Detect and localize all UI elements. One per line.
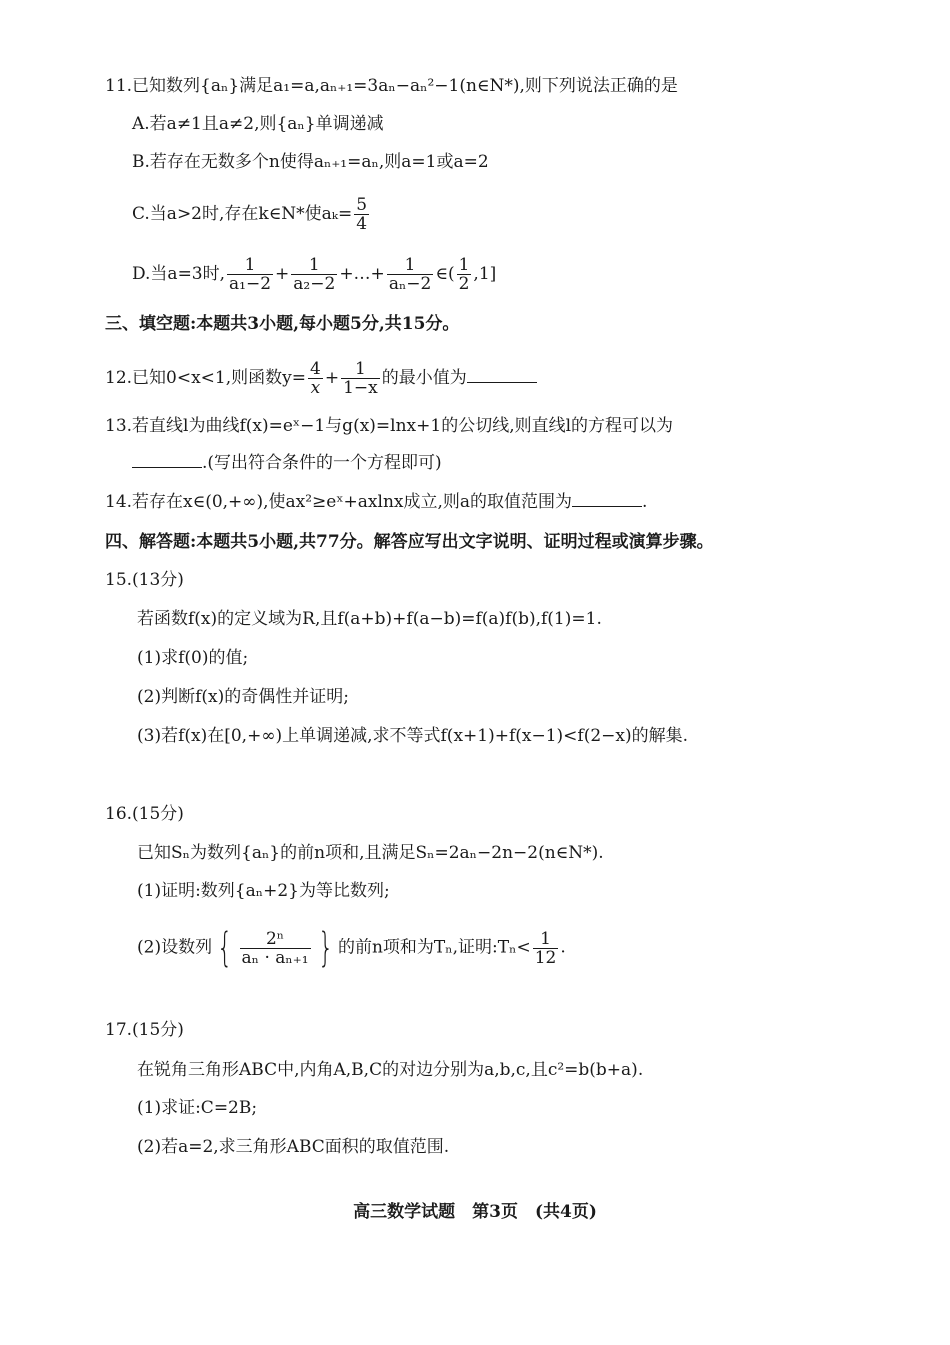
q11-option-d-text: D.当a=3时,: [132, 264, 226, 284]
q17-part-1: (1)求证:C=2B;: [137, 1098, 258, 1118]
fraction: [533, 930, 559, 967]
q17-stem: 在锐角三角形ABC中,内角A,B,C的对边分别为a,b,c,且c²=b(b+a).: [137, 1060, 644, 1080]
q15-header: 15.(13分): [105, 570, 184, 590]
fraction-denominator: x: [310, 378, 321, 398]
fraction: [457, 256, 472, 293]
q12-text: 12.已知0<x<1,则函数y=: [105, 368, 306, 388]
answer-blank[interactable]: [467, 366, 537, 383]
q13-line1: 13.若直线l为曲线f(x)=eˣ−1与g(x)=lnx+1的公切线,则直线l的方程可以为: [105, 416, 674, 436]
q15-part-2: (2)判断f(x)的奇偶性并证明;: [137, 687, 349, 707]
fraction-numerator: 1: [533, 930, 559, 949]
fraction-numerator: 1: [227, 256, 273, 275]
q13-line2: [132, 451, 442, 475]
fraction-denominator: 1−x: [343, 378, 378, 398]
q14: [105, 490, 647, 514]
q16-part-2: [137, 925, 566, 971]
answer-blank[interactable]: [132, 451, 202, 468]
fraction-denominator: 2: [458, 274, 470, 294]
q14-period: .: [642, 492, 648, 512]
right-brace-icon: }: [317, 925, 333, 971]
fraction-denominator: 4: [356, 214, 368, 234]
q15-part-3: (3)若f(x)在[0,+∞)上单调递减,求不等式f(x+1)+f(x−1)<f(2−x)的解集.: [137, 726, 689, 746]
answer-blank[interactable]: [572, 490, 642, 507]
fraction: [387, 256, 434, 293]
q12: 12.已知0<x<1,则函数y= $\frac{4}{x}$ + $\frac{1}{1-x}$ 的最小值为: [105, 360, 537, 397]
q11-option-d: D.当a=3时, $\frac{1}{\text{a₁−2}}$ + $\frac{1}{\text{a₂−2}}$ +…+ $\frac{1}{\text{aₙ−2}}$ ∈( $\frac{1}{2}$ ,1]: [132, 255, 497, 294]
q11-option-a: A.若a≠1且a≠2,则{aₙ}单调递减: [132, 114, 384, 134]
q13-note: .(写出符合条件的一个方程即可): [202, 453, 442, 473]
fraction-denominator: a₁−2: [229, 274, 272, 294]
fraction: [341, 360, 380, 397]
fraction-numerator: 1: [291, 256, 337, 275]
fraction: [291, 256, 337, 293]
fraction-denominator: a₂−2: [293, 274, 336, 294]
fraction-numerator: 1: [387, 256, 434, 275]
q11-stem: 11.已知数列{aₙ}满足a₁=a,aₙ₊₁=3aₙ−aₙ²−1(n∈N*),则下列说法正确的是: [105, 76, 678, 96]
fraction-denominator: aₙ−2: [388, 274, 432, 294]
q15-stem: 若函数f(x)的定义域为R,且f(a+b)+f(a−b)=f(a)f(b),f(1)=1.: [137, 609, 602, 629]
section-3-title: 三、填空题:本题共3小题,每小题5分,共15分。: [105, 314, 460, 334]
fraction-numerator: 1: [341, 360, 380, 379]
q16-part-2-mid: 的前n项和为Tₙ,证明:Tₙ<: [337, 937, 531, 958]
q17-part-2: (2)若a=2,求三角形ABC面积的取值范围.: [137, 1137, 450, 1157]
q11-option-c: [132, 196, 371, 233]
fraction: [227, 256, 273, 293]
q16-part-1: (1)证明:数列{aₙ+2}为等比数列;: [137, 881, 390, 901]
q16-part-2-text: (2)设数列: [137, 937, 213, 958]
q16-header: 16.(15分): [105, 804, 184, 824]
fraction-numerator: 2ⁿ: [240, 930, 311, 949]
fraction: [354, 196, 369, 233]
q16-period: .: [560, 937, 566, 958]
fraction: [308, 360, 323, 397]
fraction: [240, 930, 311, 967]
fraction-denominator: 12: [534, 947, 557, 968]
q15-part-1: (1)求f(0)的值;: [137, 648, 249, 668]
fraction-numerator: 4: [310, 359, 321, 379]
q14-text: 14.若存在x∈(0,+∞),使ax²≥eˣ+axlnx成立,则a的取值范围为: [105, 492, 573, 512]
fraction-numerator: 1: [458, 255, 470, 275]
q11-option-c-text: C.当a>2时,存在k∈N*使aₖ=: [132, 204, 353, 224]
q16-stem: 已知Sₙ为数列{aₙ}的前n项和,且满足Sₙ=2aₙ−2n−2(n∈N*).: [137, 843, 604, 863]
page-footer: 高三数学试题 第3页 (共4页): [353, 1202, 597, 1222]
q11-option-b: B.若存在无数多个n使得aₙ₊₁=aₙ,则a=1或a=2: [132, 152, 489, 172]
q17-header: 17.(15分): [105, 1020, 184, 1040]
q12-suffix: 的最小值为: [381, 368, 467, 388]
left-brace-icon: {: [217, 925, 233, 971]
fraction-numerator: 5: [356, 195, 368, 215]
fraction-denominator: aₙ · aₙ₊₁: [241, 947, 309, 968]
interval-open: ∈(: [435, 264, 455, 284]
ellipsis-plus: +…+: [339, 264, 385, 284]
interval-close: ,1]: [473, 264, 497, 284]
section-4-title: 四、解答题:本题共5小题,共77分。解答应写出文字说明、证明过程或演算步骤。: [105, 532, 714, 552]
